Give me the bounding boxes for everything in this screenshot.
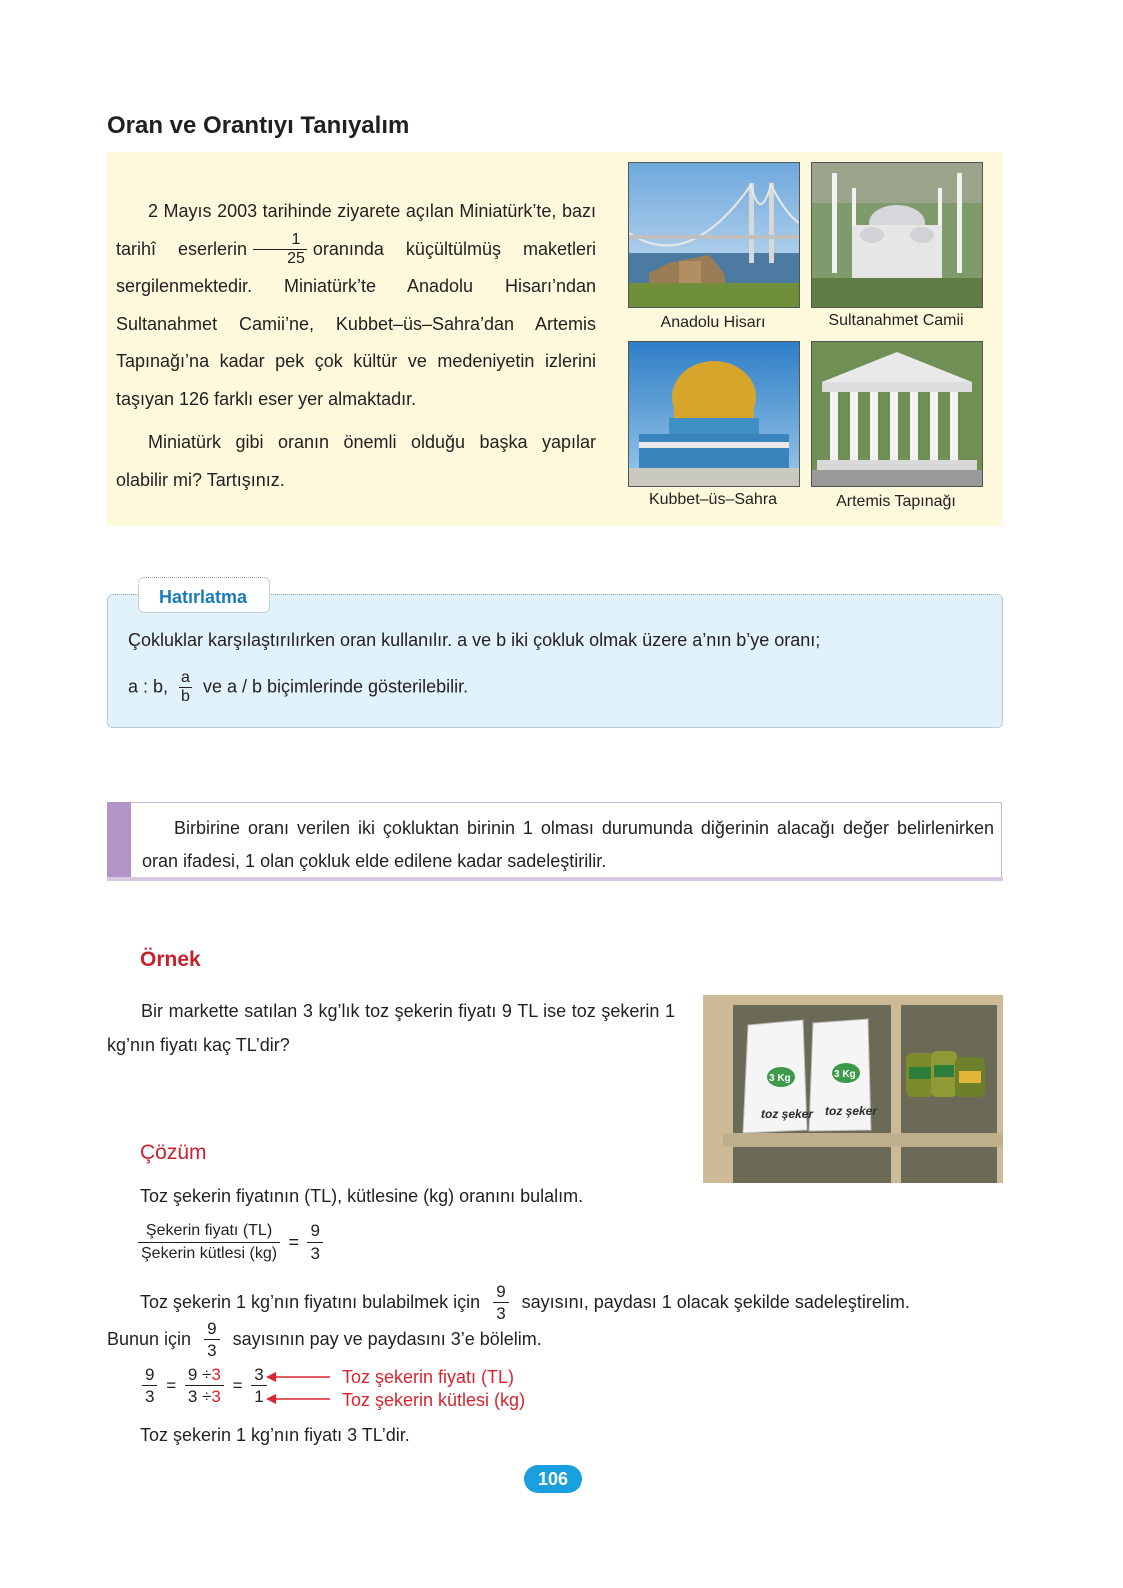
solution-line-2-a: Toz şekerin 1 kg’nın fiyatını bulabilmek için — [140, 1292, 481, 1312]
chain-f2-den — [185, 1386, 224, 1407]
reminder-line-2 — [128, 669, 988, 706]
arrow-bottom-head-icon — [266, 1394, 276, 1404]
solution-line-3 — [107, 1318, 542, 1361]
ratio-word-num: Şekerin fiyatı (TL) — [138, 1220, 280, 1243]
result-arrows — [264, 1368, 336, 1410]
chain-f2-den-text: 3 ÷ — [187, 1387, 212, 1406]
chain-f3-num: 3 — [251, 1364, 266, 1386]
chain-f2-num-divisor: 3 — [211, 1365, 221, 1384]
solution-line-3-fraction — [204, 1318, 219, 1361]
solution-line-1: Toz şekerin fiyatının (TL), kütlesine (kg) oranını bulalım. — [140, 1186, 584, 1206]
sultanahmet-camii-caption: Sultanahmet Camii — [828, 312, 964, 329]
chain-equals-2: = — [232, 1375, 243, 1395]
chain-f2-num-text: 9 ÷ — [187, 1365, 212, 1384]
solution-line-3-num: 9 — [204, 1318, 219, 1340]
chain-f1-den: 3 — [145, 1387, 155, 1406]
solution-line-2-b: sayısını, paydası 1 olacak şekilde sadeleştirelim. — [521, 1292, 910, 1312]
example-heading: Örnek — [140, 948, 201, 971]
chain-f3-den: 1 — [254, 1387, 264, 1406]
reminder-fraction — [179, 669, 192, 706]
ratio-word-fraction — [138, 1220, 280, 1265]
rule-text: Birbirine oranı verilen iki çokluktan birinin 1 olması durumunda diğerinin alacağı değer belirlenirken oran ifadesi, 1 olan çokluk elde edilene kadar sadeleştirilir. — [142, 818, 994, 871]
reminder-line-2-a: a : b, — [128, 676, 169, 697]
kubbet-us-sahra-caption: Kubbet–üs–Sahra — [648, 491, 778, 508]
example-question: Bir markette satılan 3 kg’lık toz şekerin fiyatı 9 TL ise toz şekerin 1 kg’nın fiyatı kaç TL’dir? — [107, 1001, 675, 1055]
ratio-word-den: Şekerin kütlesi (kg) — [141, 1245, 278, 1262]
division-chain — [142, 1364, 267, 1407]
anadolu-hisari-caption: Anadolu Hisarı — [660, 314, 766, 331]
chain-f1-num: 9 — [142, 1364, 157, 1386]
arrow-top-label: Toz şekerin fiyatı (TL) — [342, 1367, 515, 1387]
reminder-line-2-b: ve a / b biçimlerinde gösterilebilir. — [202, 676, 469, 697]
solution-conclusion: Toz şekerin 1 kg’nın fiyatı 3 TL’dir. — [140, 1425, 410, 1445]
anadolu-hisari-photo — [628, 162, 800, 308]
intro-fraction — [253, 231, 307, 268]
chain-fraction-2 — [185, 1364, 224, 1407]
artemis-tapinagi-photo — [811, 341, 983, 487]
solution-line-3-a: Bunun için — [107, 1329, 192, 1349]
chain-f2-num — [185, 1364, 224, 1386]
intro-p1-a: 2 Mayıs 2003 tarihinde ziyarete açılan Miniatürk’te, bazı tarihî eserlerin — [116, 201, 596, 259]
ratio-equals: = — [288, 1232, 300, 1252]
chain-f2-den-divisor: 3 — [211, 1387, 221, 1406]
reminder-fraction-num: a — [181, 669, 190, 686]
reminder-fraction-den: b — [181, 688, 190, 705]
bag-2-kg-label: 3 Kg — [834, 1069, 856, 1080]
ratio-number-fraction — [307, 1220, 322, 1265]
artemis-tapinagi-caption: Artemis Tapınağı — [836, 493, 956, 510]
ratio-number-num: 9 — [307, 1220, 322, 1243]
intro-paragraph-1 — [116, 193, 596, 418]
rule-accent-bar — [107, 802, 131, 880]
solution-line-3-den: 3 — [207, 1341, 217, 1360]
ratio-number-den: 3 — [310, 1244, 320, 1263]
intro-p1-b: oranında küçültülmüş maketleri sergilenmektedir. Miniatürk’te Anadolu Hisarı’ndan Sultanahmet Camii’ne, Kubbet–üs–Sahra’dan Artemis Tapınağı’na kadar pek çok kültür ve medeniyetin izlerini taşıyan 126 farklı eser yer almaktadır. — [116, 238, 596, 409]
reminder-text — [128, 630, 988, 706]
intro-fraction-num: 1 — [253, 231, 307, 250]
sultanahmet-camii-photo — [811, 162, 983, 308]
intro-fraction-den: 25 — [287, 250, 305, 268]
reminder-label: Hatırlatma — [158, 587, 248, 607]
sugar-shelf-illustration — [703, 995, 1003, 1183]
chain-fraction-1 — [142, 1364, 157, 1407]
arrow-top-head-icon — [266, 1372, 276, 1382]
chain-equals-1: = — [166, 1375, 177, 1395]
intro-paragraph-2: Miniatürk gibi oranın önemli olduğu başka yapılar olabilir mi? Tartışınız. — [116, 432, 596, 490]
solution-line-3-b: sayısının pay ve paydasını 3’e bölelim. — [232, 1329, 542, 1349]
bag-1-kg-label: 3 Kg — [769, 1073, 791, 1084]
page-number: 106 — [524, 1465, 582, 1493]
arrow-bottom-label: Toz şekerin kütlesi (kg) — [342, 1390, 526, 1410]
intro-text — [116, 193, 596, 499]
reminder-line-1: Çokluklar karşılaştırılırken oran kullanılır. a ve b iki çokluk olmak üzere a’nın b’ye oranı; — [128, 630, 821, 650]
solution-line-2-num: 9 — [493, 1281, 508, 1303]
solution-heading: Çözüm — [140, 1141, 207, 1164]
page-title: Oran ve Orantıyı Tanıyalım — [107, 112, 410, 139]
bag-2-text: toz şeker — [825, 1104, 878, 1118]
bag-1-text: toz şeker — [761, 1107, 814, 1121]
kubbet-us-sahra-photo — [628, 341, 800, 487]
solution-line-2-den: 3 — [496, 1304, 506, 1323]
ratio-expression — [138, 1220, 323, 1265]
